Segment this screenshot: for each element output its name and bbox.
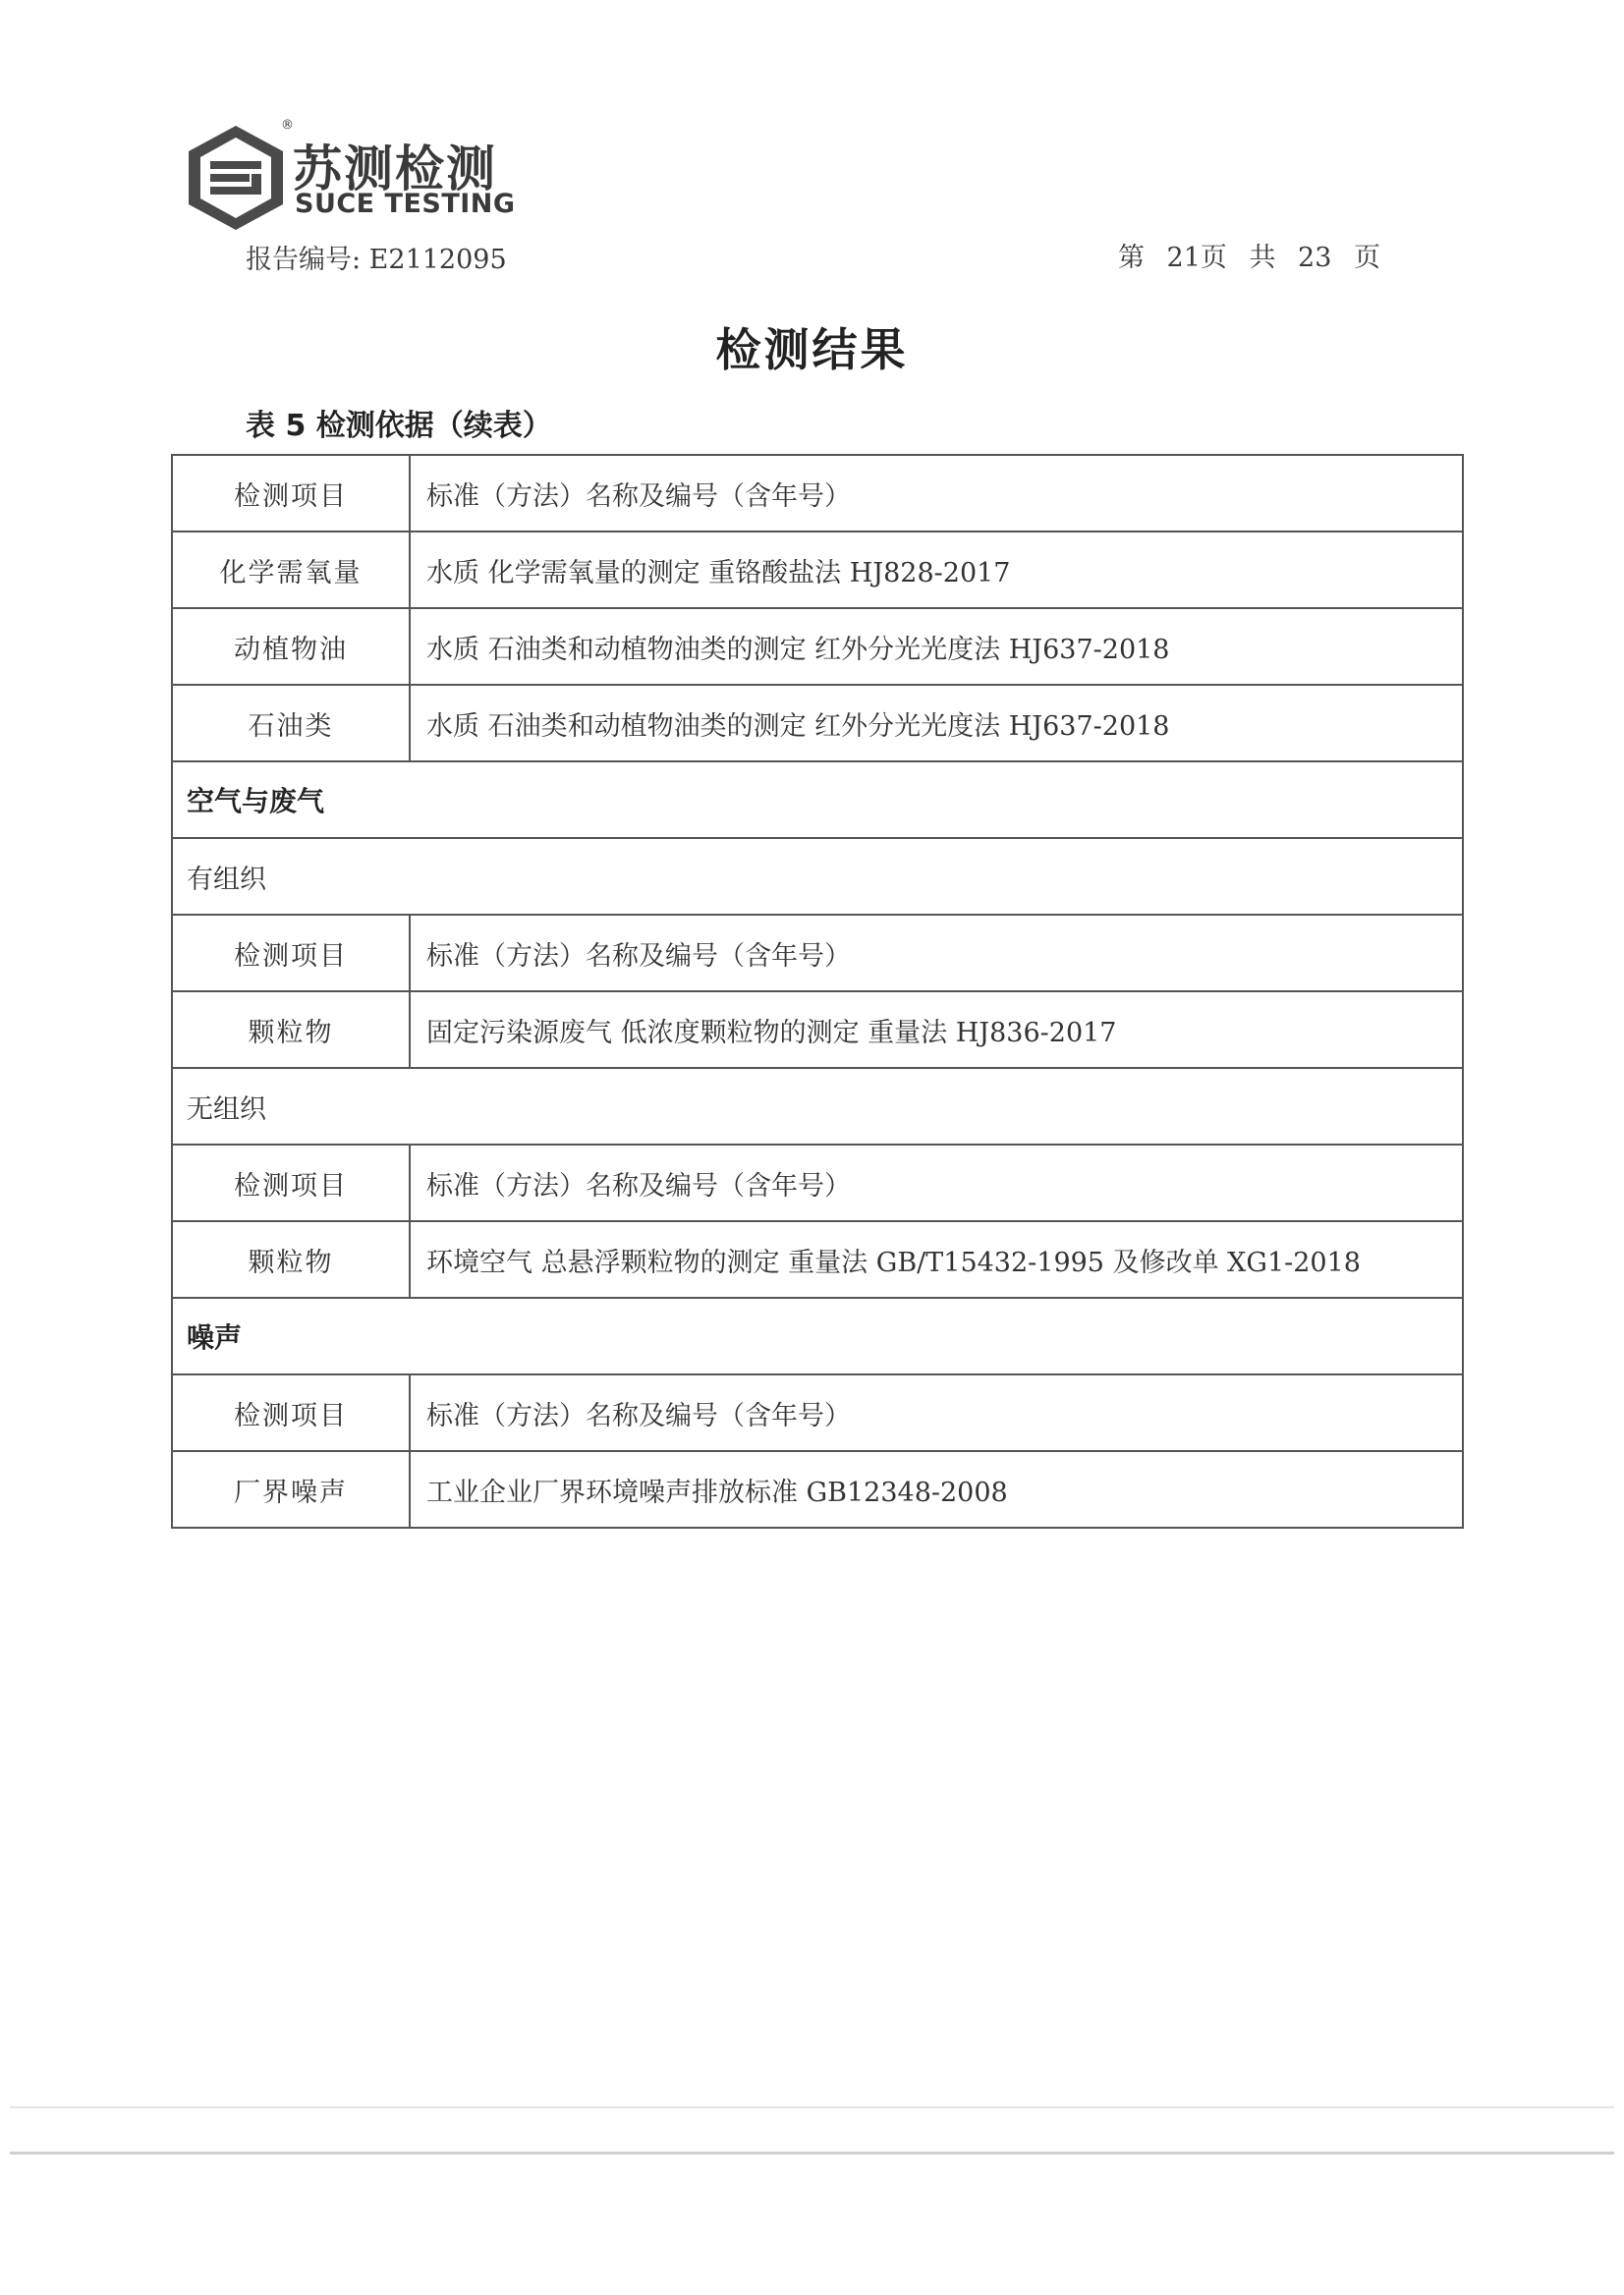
page-number: 第 21页 共 23 页 [1117, 243, 1380, 273]
standard-method-cell: 水质 石油类和动植物油类的测定 红外分光光度法 HJ637-2018 [410, 608, 1463, 685]
section-row [172, 1298, 1463, 1374]
standard-method-cell: 水质 化学需氧量的测定 重铬酸盐法 HJ828-2017 [410, 532, 1463, 608]
standard-method-cell: 标准（方法）名称及编号（含年号） [410, 455, 1463, 532]
report-number: 报告编号: E2112095 [246, 245, 507, 275]
footer-rule [10, 2106, 1614, 2108]
standards-table-body [172, 455, 1463, 1528]
standard-method-cell: 标准（方法）名称及编号（含年号） [410, 1145, 1463, 1221]
table-row [172, 532, 1463, 608]
test-item-cell: 动植物油 [172, 608, 410, 685]
section-label: 空气与废气 [172, 761, 1463, 838]
standard-method-cell: 工业企业厂界环境噪声排放标准 GB12348-2008 [410, 1451, 1463, 1528]
table-row [172, 455, 1463, 532]
section-label: 无组织 [172, 1068, 1463, 1145]
page-title: 检测结果 [715, 323, 909, 376]
logo-english-text: SUCE TESTING [295, 189, 516, 219]
test-item-cell: 检测项目 [172, 915, 410, 991]
footer-rule [10, 2152, 1614, 2155]
standard-method-cell: 标准（方法）名称及编号（含年号） [410, 915, 1463, 991]
test-item-cell: 颗粒物 [172, 1221, 410, 1298]
table-row [172, 991, 1463, 1068]
standard-method-cell: 固定污染源废气 低浓度颗粒物的测定 重量法 HJ836-2017 [410, 991, 1463, 1068]
table-row [172, 1374, 1463, 1451]
test-item-cell: 化学需氧量 [172, 532, 410, 608]
table-row [172, 1145, 1463, 1221]
table-row [172, 608, 1463, 685]
table-row [172, 685, 1463, 761]
table-row [172, 1221, 1463, 1298]
standard-method-cell: 标准（方法）名称及编号（含年号） [410, 1374, 1463, 1451]
registered-mark: ® [281, 118, 294, 133]
logo-chinese-text: 苏测检测 [293, 140, 497, 197]
company-logo [183, 118, 516, 232]
table-row [172, 915, 1463, 991]
suce-logo-icon [183, 122, 289, 232]
test-item-cell: 石油类 [172, 685, 410, 761]
table-row [172, 1451, 1463, 1528]
test-item-cell: 检测项目 [172, 455, 410, 532]
section-row [172, 761, 1463, 838]
table-caption: 表 5 检测依据（续表） [246, 409, 552, 443]
section-row [172, 838, 1463, 915]
test-item-cell: 颗粒物 [172, 991, 410, 1068]
test-item-cell: 厂界噪声 [172, 1451, 410, 1528]
section-label: 噪声 [172, 1298, 1463, 1374]
standard-method-cell: 环境空气 总悬浮颗粒物的测定 重量法 GB/T15432-1995 及修改单 XG1-2018 [410, 1221, 1463, 1298]
section-label: 有组织 [172, 838, 1463, 915]
standards-table [171, 454, 1464, 1529]
test-item-cell: 检测项目 [172, 1145, 410, 1221]
test-item-cell: 检测项目 [172, 1374, 410, 1451]
section-row [172, 1068, 1463, 1145]
standard-method-cell: 水质 石油类和动植物油类的测定 红外分光光度法 HJ637-2018 [410, 685, 1463, 761]
